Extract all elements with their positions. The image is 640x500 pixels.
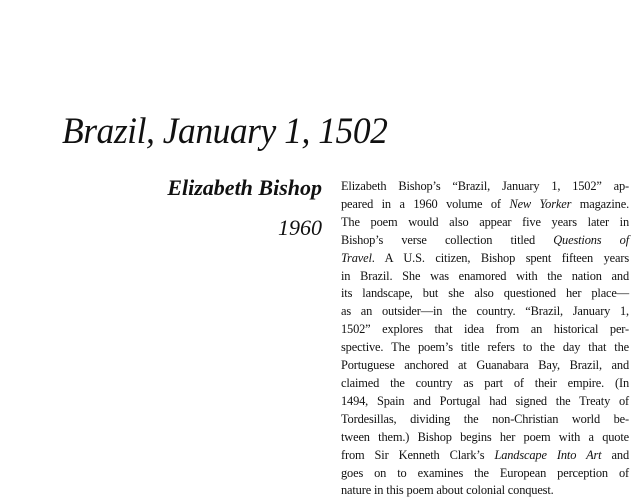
paragraph-line (341, 411, 629, 429)
text-run: Bishop’s verse collection titled (341, 232, 554, 247)
text-run: and (601, 447, 629, 462)
paragraph-line (341, 178, 629, 196)
text-run: tween them.) Bishop begins her poem with a quote (341, 429, 629, 444)
text-run: goes on to examines the European perception of (341, 465, 629, 480)
paragraph-line (341, 482, 629, 500)
intro-paragraph (341, 178, 629, 500)
publication-year: 1960 (278, 215, 322, 240)
text-run: peared in a 1960 volume of (341, 196, 510, 211)
text-run: nature in this poem about colonial conquest. (341, 483, 554, 498)
text-run: 1494, Spain and Portugal had signed the Treaty of (341, 393, 629, 408)
paragraph-line (341, 285, 629, 303)
text-run: The poem would also appear five years later in (341, 214, 629, 229)
italic-title: New Yorker (509, 196, 572, 211)
author-name: Elizabeth Bishop (167, 175, 322, 200)
paragraph-line (341, 393, 629, 411)
paragraph-line (341, 232, 629, 250)
text-run: . A U.S. citizen, Bishop spent fifteen years (371, 250, 629, 265)
text-run: in Brazil. She was enamored with the nation and (341, 268, 629, 283)
text-run: as an outsider—in the country. “Brazil, January 1, (341, 304, 629, 319)
text-run: Elizabeth Bishop’s “Brazil, January 1, 1502” ap- (341, 179, 629, 193)
paragraph-line (341, 447, 629, 465)
text-run: spective. The poem’s title refers to the day that the (341, 340, 629, 355)
paragraph-line (341, 375, 629, 393)
paragraph-line (341, 268, 629, 286)
paragraph-line (341, 357, 629, 375)
text-run: magazine. (571, 196, 630, 211)
paragraph-line (341, 321, 629, 339)
text-run: Tordesillas, dividing the non-Christian world be- (341, 411, 629, 426)
paragraph-line (341, 214, 629, 232)
paragraph-line (341, 250, 629, 268)
italic-title: Travel (341, 250, 372, 265)
text-run: its landscape, but she also questioned her place— (341, 286, 629, 301)
text-run: Portuguese anchored at Guanabara Bay, Brazil, and (341, 358, 629, 373)
paragraph-line (341, 339, 629, 357)
text-run: claimed the country as part of their empire. (In (341, 375, 629, 390)
text-run: from Sir Kenneth Clark’s (341, 447, 495, 462)
italic-title: Questions of (553, 232, 629, 247)
paragraph-line (341, 429, 629, 447)
text-run: 1502” explores that idea from an historical per- (341, 322, 629, 337)
italic-title: Landscape Into Art (494, 447, 602, 462)
paragraph-line (341, 196, 629, 214)
page-title: Brazil, January 1, 1502 (62, 111, 388, 152)
paragraph-line (341, 303, 629, 321)
paragraph-line (341, 465, 629, 483)
